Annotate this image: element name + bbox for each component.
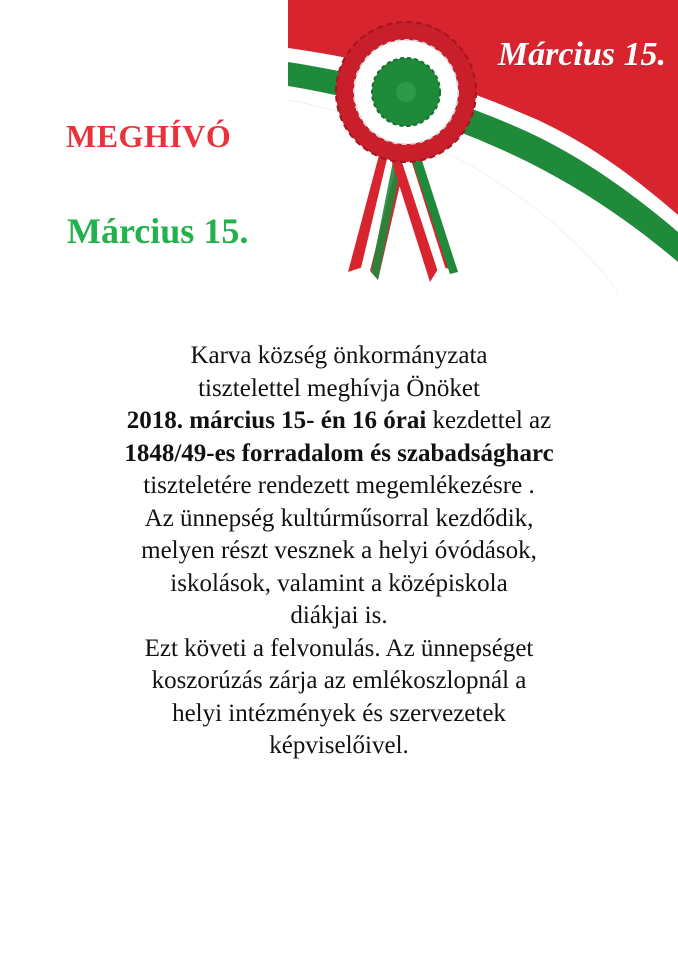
body-line: helyi intézmények és szervezetek bbox=[172, 699, 506, 727]
body-line: tiszteletére rendezett megemlékezésre . bbox=[143, 472, 535, 499]
body-line: tisztelettel meghívja Önöket bbox=[198, 374, 480, 402]
body-line: Karva község önkormányzata bbox=[190, 342, 488, 369]
invitation-heading: MEGHÍVÓ bbox=[66, 118, 232, 154]
body-line: képviselőivel. bbox=[269, 732, 409, 759]
body-line-event bbox=[40, 438, 638, 471]
banner-caption: Március 15. bbox=[497, 36, 666, 73]
event-date-time: 2018. március 15- én 16 órai bbox=[126, 407, 427, 434]
body-line: diákjai is. bbox=[290, 602, 388, 629]
body-line-fragment: kezdettel az bbox=[426, 407, 552, 434]
body-line: koszorúzás zárja az emlékoszlopnál a bbox=[151, 667, 527, 694]
body-line: iskolások, valamint a középiskola bbox=[170, 569, 508, 597]
event-name: 1848/49-es forradalom és szabadságharc bbox=[124, 439, 554, 467]
cockade-banner-image bbox=[288, 0, 678, 292]
body-line: Ezt követi a felvonulás. Az ünnepséget bbox=[144, 634, 534, 662]
body-line: Az ünnepség kultúrműsorral kezdődik, bbox=[144, 504, 534, 532]
body-line-date bbox=[40, 405, 638, 438]
date-title: Március 15. bbox=[67, 211, 249, 251]
body-line: melyen részt vesznek a helyi óvódások, bbox=[141, 537, 537, 564]
invitation-body bbox=[40, 340, 638, 763]
